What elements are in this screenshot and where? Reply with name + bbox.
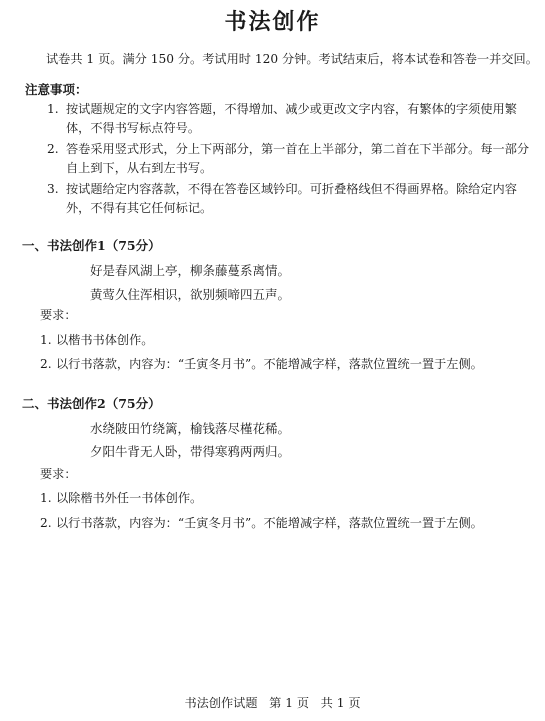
note-text: 答卷采用竖式形式，分上下两部分，第一首在上半部分，第二首在下半部分。每一部分自上到下，从右到左书写。 [66,142,530,175]
section-2-poem-line-1: 水绕陂田竹绕篱，榆钱落尽槿花稀。 [90,421,291,436]
exam-intro: 试卷共 1 页。满分 150 分。考试用时 120 分钟。考试结束后，将本试卷和答卷一并交回。 [46,52,538,66]
section-2-requirement-item [40,514,483,532]
note-item [30,180,530,217]
requirement-number: 2. [40,357,52,371]
note-number: 1. [47,102,59,116]
section-1-heading: 一、书法创作1（75分） [22,238,161,253]
section-2-requirements-label: 要求： [40,467,77,481]
requirement-text: 以行书落款，内容为：“壬寅冬月书”。不能增减字样，落款位置统一置于左侧。 [56,516,483,530]
requirement-text: 以除楷书外任一书体创作。 [56,491,203,505]
section-1-poem-line-2: 黄莺久住浑相识，欲别频啼四五声。 [90,287,291,302]
requirement-text: 以行书落款，内容为：“壬寅冬月书”。不能增减字样，落款位置统一置于左侧。 [56,357,483,371]
note-text: 按试题给定内容落款，不得在答卷区域钤印。可折叠格线但不得画界格。除给定内容外，不得有其它任何标记。 [66,182,517,215]
requirement-text: 以楷书书体创作。 [56,333,154,347]
section-1-poem-line-1: 好是春风湖上亭，柳条藤蔓系离情。 [90,263,291,278]
section-1-requirement-item [40,355,483,373]
section-1-requirements-label: 要求： [40,308,77,322]
section-1-requirement-item [40,331,154,349]
note-number: 2. [47,142,59,156]
page-title: 书法创作 [224,9,321,35]
page-footer: 书法创作试题 第 1 页 共 1 页 [184,696,361,710]
section-2-poem-line-2: 夕阳牛背无人卧，带得寒鸦两两归。 [90,444,291,459]
note-item [30,100,530,137]
notes-list [30,100,530,220]
note-number: 3. [47,182,59,196]
section-2-heading: 二、书法创作2（75分） [22,396,161,411]
requirement-number: 1. [40,491,52,505]
requirement-number: 1. [40,333,52,347]
requirement-number: 2. [40,516,52,530]
note-item [30,140,530,177]
section-2-requirement-item [40,489,202,507]
notes-heading: 注意事项： [25,82,88,97]
note-text: 按试题规定的文字内容答题，不得增加、减少或更改文字内容，有繁体的字须使用繁体，不得书写标点符号。 [66,102,517,135]
